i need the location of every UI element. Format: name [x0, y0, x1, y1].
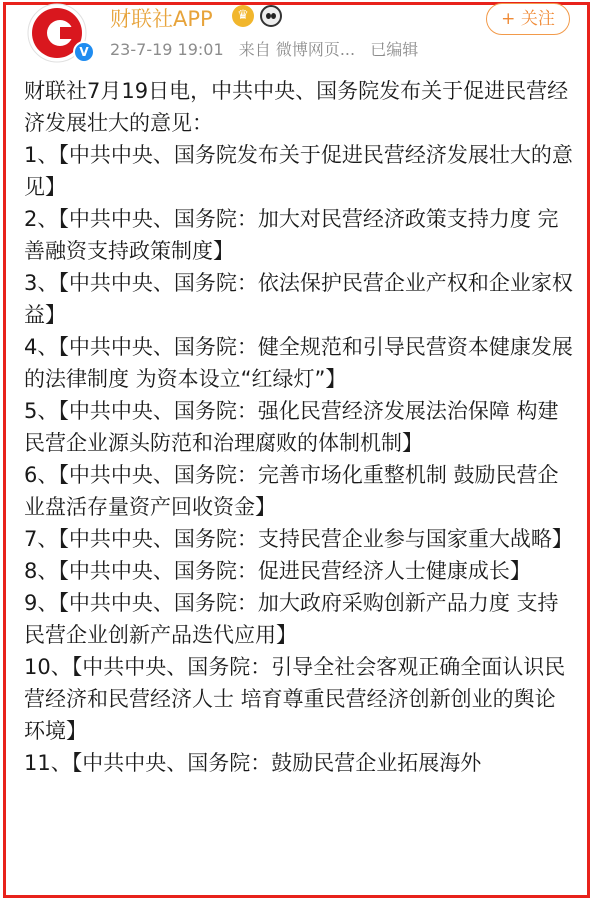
avatar[interactable] — [27, 3, 93, 63]
post-item-7: 7、【中共中央、国务院：支持民营企业参与国家重大战略】 — [24, 527, 573, 551]
post-timestamp: 23-7-19 19:01 — [110, 40, 224, 59]
post-item-4: 4、【中共中央、国务院：健全规范和引导民营资本健康发展的法律制度 为资本设立“红绿灯”】 — [24, 335, 573, 391]
post-item-5: 5、【中共中央、国务院：强化民营经济发展法治保障 构建民营企业源头防范和治理腐败的体制机制】 — [24, 399, 559, 455]
panda-badge-icon — [260, 5, 282, 27]
post-item-9: 9、【中共中央、国务院：加大政府采购创新产品力度 支持民营企业创新产品迭代应用】 — [24, 591, 559, 647]
post-item-11: 11、【中共中央、国务院：鼓励民营企业拓展海外 — [24, 751, 482, 775]
post-item-6: 6、【中共中央、国务院：完善市场化重整机制 鼓励民营企业盘活存量资产回收资金】 — [24, 463, 559, 519]
post-body — [24, 75, 574, 779]
post-item-8: 8、【中共中央、国务院：促进民营经济人士健康成长】 — [24, 559, 531, 583]
follow-button[interactable]: + 关注 — [486, 3, 570, 35]
edited-label[interactable]: 已编辑 — [370, 40, 419, 59]
post-item-2: 2、【中共中央、国务院：加大对民营经济政策支持力度 完善融资支持政策制度】 — [24, 207, 559, 263]
post-lede: 财联社7月19日电，中共中央、国务院发布关于促进民营经济发展壮大的意见： — [24, 79, 569, 135]
post-item-1: 1、【中共中央、国务院发布关于促进民营经济发展壮大的意见】 — [24, 143, 573, 199]
post-item-10: 10、【中共中央、国务院：引导全社会客观正确全面认识民营经济和民营经济人士 培育尊重民营经济创新创业的舆论环境】 — [24, 655, 566, 743]
verified-v-icon: V — [73, 41, 95, 63]
post-item-3: 3、【中共中央、国务院：依法保护民营企业产权和企业家权益】 — [24, 271, 573, 327]
crown-badge-icon: ♛ — [232, 5, 254, 27]
account-name[interactable]: 财联社APP — [110, 7, 213, 31]
post-source[interactable]: 来自 微博网页... — [238, 40, 356, 59]
